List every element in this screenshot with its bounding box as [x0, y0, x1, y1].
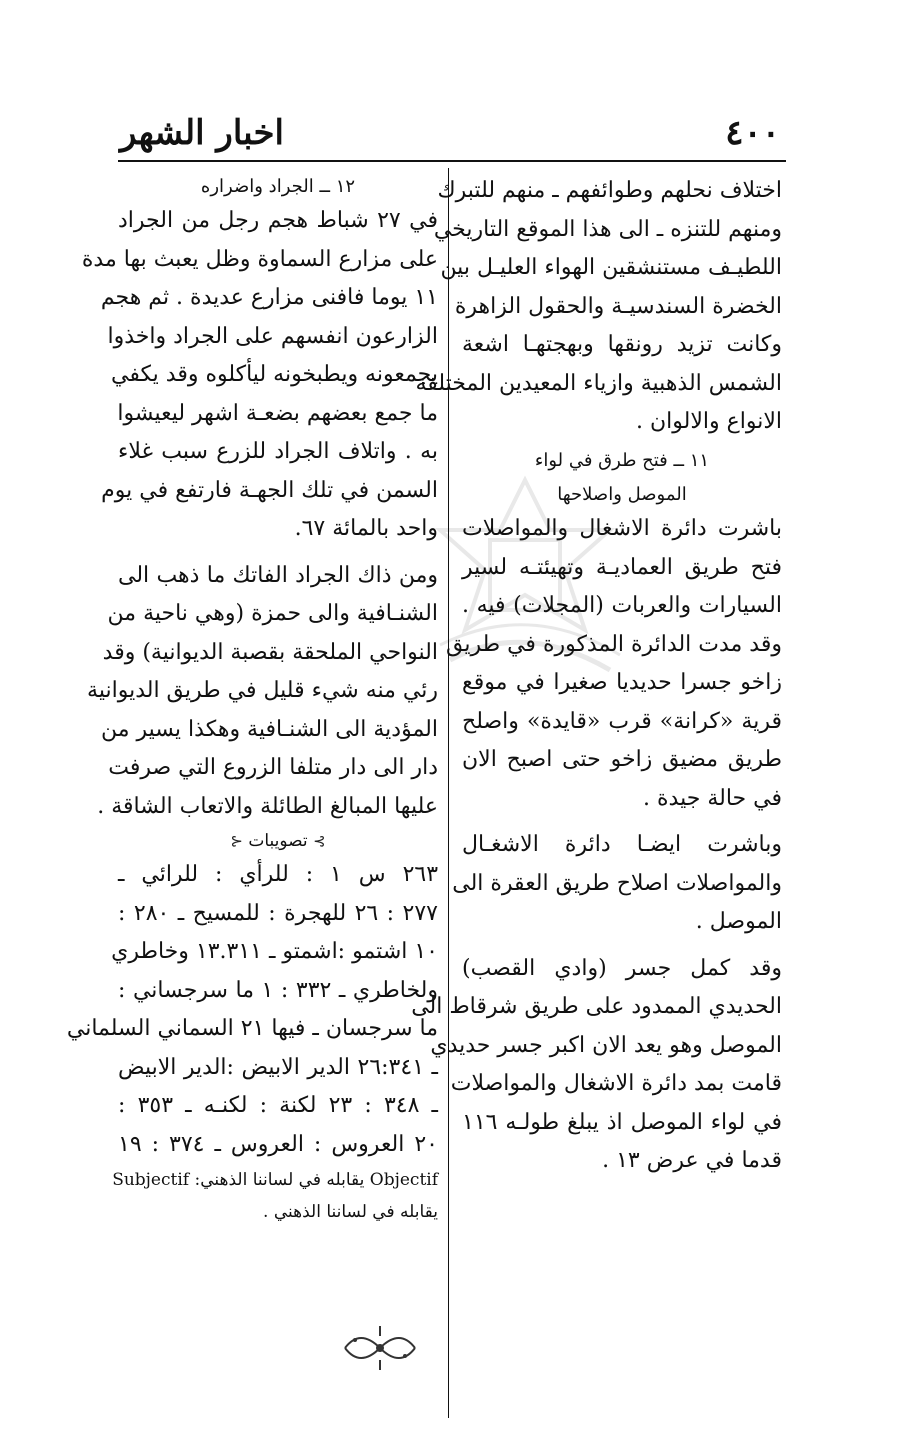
corrections-heading-label: تصويبات	[248, 831, 308, 851]
column-divider	[448, 168, 449, 1418]
running-header	[120, 108, 780, 158]
header-rule	[118, 160, 786, 162]
text-line: السمن في تلك الجهـة فارتفع في يوم	[101, 477, 438, 503]
section-11-heading	[462, 442, 782, 511]
text-line: والمواصلات اصلاح طريق العقرة الى	[452, 870, 782, 896]
left-para-1	[81, 202, 438, 549]
text-line: وكانت تزيد رونقها وبهجتهـا اشعة	[462, 332, 782, 357]
section-title: اخبار الشهر	[120, 113, 284, 153]
text-line: ١١ يوما فافنى مزارع عديدة . ثم هجم	[100, 285, 438, 310]
right-para-3	[452, 826, 782, 942]
text-line: الانواع والالوان .	[636, 409, 782, 434]
correction-line: ولخاطري ـ ٣٣٢ : ١ ما سرجساني :	[118, 977, 438, 1003]
text-line: اللطيـف مستنشقين الهواء العليـل بين	[440, 255, 782, 280]
text-line: الشمس الذهبية وازياء المعيدين المختلفة	[415, 370, 782, 396]
text-line: في لواء الموصل اذ يبلغ طولـه ١١٦	[462, 1109, 782, 1135]
text-line: دار الى دار متلفا الزروع التي صرفت	[108, 755, 438, 780]
correction-line: ـ ٣٤٨ : ٢٣ لكنة : لكنـه ـ ٣٥٣ :	[118, 1093, 438, 1118]
text-line: في ٢٧ شباط هجم رجل من الجراد	[118, 208, 438, 233]
text-line: رئي منه شيء قليل في طريق الديوانية	[87, 678, 438, 703]
ornament-icon: ⊱	[313, 832, 326, 850]
text-line: به . واتلاف الجراد للزرع سبب غلاء	[118, 439, 438, 464]
text-line: ما جمع بعضهم بضعـة اشهر ليعيشوا	[117, 400, 438, 426]
text-line: قدما في عرض ١٣ .	[602, 1148, 782, 1173]
right-para-1	[415, 172, 782, 442]
text-line: فتح طريق العماديـة وتهيئتـه لسير	[462, 554, 782, 580]
section-heading-line: ١١ ــ فتح طرق في لواء	[534, 449, 710, 471]
text-line: عليها المبالغ الطائلة والاتعاب الشاقة .	[97, 793, 438, 819]
corrections-heading	[118, 826, 438, 856]
text-line: ومنهم للتنزه ـ الى هذا الموقع التاريخي	[433, 216, 782, 242]
left-column	[66, 172, 439, 1228]
correction-line: ٢٠ العروس : العروس ـ ٣٧٤ : ١٩	[118, 1131, 438, 1157]
correction-line: ١٠ اشتمو :اشمتو ـ ١٣.٣١١ وخاطري	[111, 939, 438, 964]
text-line: وقد كمل جسر (وادي القصب)	[462, 955, 782, 981]
text-line: قرية «كرانة» قرب «قايدة» واصلح	[462, 708, 782, 734]
text-line: يجمعونه ويطبخونه ليأكلوه وقد يكفي	[111, 362, 438, 387]
correction-line: ٢٦٣ س ١ : للرأي : للرائي ـ	[118, 862, 439, 887]
text-line: النواحي الملحقة بقصبة الديوانية) وقد	[102, 639, 438, 665]
text-line: واحد بالمائة ٦٧.	[294, 516, 438, 541]
section-heading-line: الموصل واصلاحها	[557, 484, 687, 505]
text-line: زاخو جسرا حديديا صغيرا في موقع	[462, 670, 782, 695]
text-line: وباشرت ايضـا دائرة الاشغـال	[462, 832, 782, 857]
correction-line: ـ ٢٦:٣٤١ الدير الابيض :الدير الابيض	[118, 1054, 438, 1080]
text-line: ومن ذاك الجراد الفاتك ما ذهب الى	[118, 562, 438, 588]
correction-line: Objectif يقابله في لساننا الذهني: Subjectif	[112, 1170, 438, 1190]
text-line: في حالة جيدة .	[643, 785, 782, 811]
text-line: طريق مضيق زاخو حتى اصبح الان	[462, 747, 782, 772]
text-line: الزارعون انفسهم على الجراد واخذوا	[107, 323, 438, 349]
section-12-heading: ١٢ ــ الجراد واضراره	[200, 176, 356, 197]
text-line: الموصل .	[695, 909, 782, 934]
text-line: قامت بمد دائرة الاشغال والمواصلات	[450, 1071, 782, 1096]
text-line: على مزارع السماوة وظل يعبث بها مدة	[81, 246, 438, 272]
right-para-4	[411, 950, 782, 1181]
corrections-list	[66, 856, 439, 1228]
left-para-2	[87, 557, 438, 827]
text-line: السيارات والعربات (المجلات) فيه .	[462, 593, 782, 618]
correction-line: ما سرجسان ـ فيها ٢١ السماني السلماني	[66, 1016, 438, 1041]
tail-ornament-icon	[335, 1318, 425, 1378]
text-line: باشرت دائرة الاشغال والمواصلات	[462, 516, 782, 541]
text-line: وقد مدت الدائرة المذكورة في طريق	[445, 631, 782, 657]
correction-line: ٢٧٧ : ٢٦ للهجرة : للمسيح ـ ٢٨٠ :	[118, 900, 438, 926]
page-number: ٤٠٠	[725, 113, 780, 153]
text-line: الخضرة السندسيـة والحقول الزاهرة	[454, 293, 782, 319]
correction-line: يقابله في لساننا الذهني .	[263, 1202, 438, 1222]
text-line: الموصل وهو يعد الان اكبر جسر حديدي	[430, 1032, 782, 1058]
text-line: المؤدية الى الشنـافية وهكذا يسير من	[100, 716, 438, 742]
text-line: الحديدي الممدود على طريق شرقاط الى	[411, 994, 782, 1019]
right-column	[411, 172, 782, 1181]
ornament-icon: ⊰	[230, 832, 243, 850]
text-line: اختلاف نحلهم وطوائفهم ـ منهم للتبرك	[437, 178, 782, 203]
right-para-2	[445, 510, 782, 818]
text-line: الشنـافية والى حمزة (وهي ناحية من	[107, 601, 438, 626]
